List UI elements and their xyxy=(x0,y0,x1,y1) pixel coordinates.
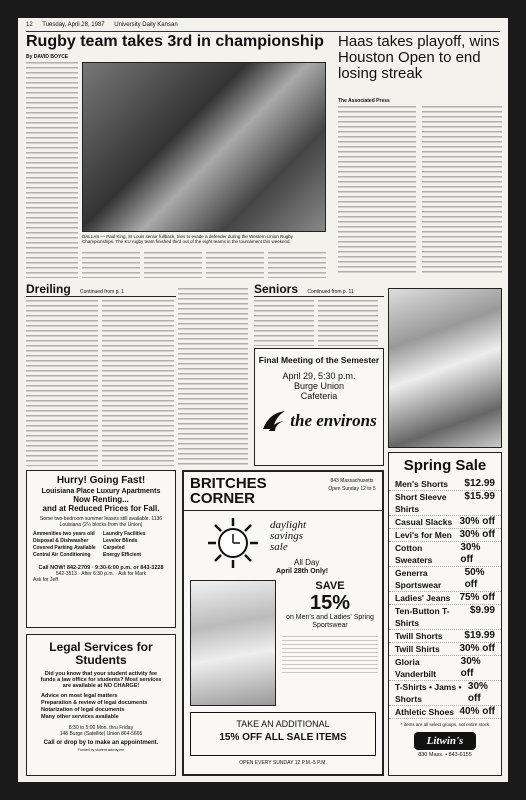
britches-model-photo xyxy=(190,580,276,706)
feature-item: Central Air Conditioning xyxy=(33,552,91,558)
sale-item-name: Casual Slacks xyxy=(395,517,453,527)
folio-paper: University Daily Kansan xyxy=(114,22,178,28)
haas-photo xyxy=(388,288,502,448)
sale-item xyxy=(389,592,501,605)
seniors-text-col-2 xyxy=(318,300,378,346)
rugby-text-col-3 xyxy=(144,252,202,278)
dreiling-title: Dreiling xyxy=(26,282,71,296)
legal-service-item: Notarization of legal documents xyxy=(41,707,125,713)
spring-sale-title: Spring Sale xyxy=(403,457,487,474)
legal-service-item: Many other services available xyxy=(41,714,119,720)
britches-dst2: savings xyxy=(270,530,303,542)
legal-lead: Did you know that your student activity fee funds a law office for students? Most services are available at NO CHARGE! xyxy=(40,671,162,689)
sale-item-price: 30% off xyxy=(460,542,481,565)
britches-fineprint xyxy=(282,636,378,676)
sale-item xyxy=(389,529,501,542)
louisiana-features xyxy=(27,531,175,559)
britches-save: SAVE xyxy=(315,580,345,592)
rugby-byline: By DAVID BOYCE xyxy=(26,54,69,60)
folio-date: Tuesday, April 28, 1987 xyxy=(42,22,105,28)
sale-item-price: 30% off xyxy=(459,516,495,527)
sale-item xyxy=(389,516,501,529)
louisiana-call2: 542-3513 · After 6:30 p.m. · Ask for Mark xyxy=(55,571,147,577)
sale-item xyxy=(389,605,501,630)
sale-item xyxy=(389,656,501,681)
sale-item xyxy=(389,542,501,567)
britches-address: 843 Massachusetts xyxy=(330,478,374,484)
louisiana-place-ad xyxy=(26,470,176,628)
sale-item-price: 40% off xyxy=(459,706,495,717)
legal-head: Legal Services for Students xyxy=(49,640,153,667)
legal-funded: Funded by student activity fee xyxy=(77,748,125,752)
haas-text-col-2 xyxy=(422,106,502,276)
folio-page: 12 xyxy=(26,22,33,28)
sale-item-name: Cotton Sweaters xyxy=(395,543,433,565)
sun-clock-icon xyxy=(206,516,260,570)
rugby-caption: DALLAS — Paul King, St Louis senior fullback, tries to evade a defender during the Western Union Rugby Championships. The KU rugby team finished third out of the eight teams in the tournament this weekend. xyxy=(82,234,294,244)
sale-item-name: Twill Shorts xyxy=(395,631,443,641)
rugby-text-col-5 xyxy=(268,252,326,278)
rugby-text-col-4 xyxy=(206,252,264,278)
sale-item-price: $15.99 xyxy=(464,491,495,502)
sale-item-price: 75% off xyxy=(459,592,495,603)
dreiling-head xyxy=(26,282,176,297)
feature-item: Ammenities two years old xyxy=(33,531,95,537)
sale-item-name: Men's Shorts xyxy=(395,479,449,489)
litwins-logo: Litwin's xyxy=(414,732,476,750)
feature-item: Disposal & Dishwasher xyxy=(33,538,89,544)
sale-item-price: $12.99 xyxy=(464,478,495,489)
louisiana-head2: Louisiana Place Luxury Apartments xyxy=(41,488,161,495)
sale-item xyxy=(389,491,501,516)
rugby-text-col-1b xyxy=(26,252,78,278)
sale-item-name: Levi's for Men xyxy=(395,530,452,540)
legal-services-ad xyxy=(26,634,176,776)
louisiana-call3: Ask for Jeff xyxy=(33,577,58,583)
folio xyxy=(26,22,500,32)
environs-line1: Final Meeting of the Semester xyxy=(258,355,380,365)
louisiana-head1: Hurry! Going Fast! xyxy=(56,475,146,486)
legal-hours: 8:30 to 5:00 Mon. thru Friday xyxy=(68,725,134,731)
britches-corner-ad xyxy=(182,470,384,776)
louisiana-call: Call NOW! 842-2709 · 9:30-6:00 p.m. or 843-3228 xyxy=(38,565,164,571)
feature-item: Carpeted xyxy=(103,545,125,551)
sale-item-price: 50% off xyxy=(464,567,485,590)
dreiling-text-col-3 xyxy=(178,288,248,466)
sale-item-name: Generra Sportswear xyxy=(395,568,442,590)
haas-text-col-1 xyxy=(338,106,416,276)
sale-item-price: 30% off xyxy=(459,529,495,540)
sale-item-price: 30% off xyxy=(460,656,481,679)
britches-dst1: daylight xyxy=(270,519,307,531)
feature-item: Levelor Blinds xyxy=(103,538,138,544)
legal-cta: Call or drop by to make an appointment. xyxy=(43,740,159,746)
seniors-text-col-1 xyxy=(254,300,314,346)
legal-place: 148 Burge (Satellite) Union 864-5665 xyxy=(59,731,143,737)
feature-item: Covered Parking Available xyxy=(33,545,96,551)
britches-allday: All Day xyxy=(294,558,320,567)
seniors-head xyxy=(254,282,384,297)
sale-item-price: $19.99 xyxy=(464,630,495,641)
sale-item-price: 30% off xyxy=(467,681,488,704)
britches-date: April 28th Only! xyxy=(276,568,329,575)
haas-source: The Associated Press xyxy=(338,98,390,104)
sale-item xyxy=(389,567,501,592)
seniors-title: Seniors xyxy=(254,282,299,296)
legal-service-item: Preparation & review of legal documents xyxy=(41,700,148,706)
louisiana-head4: and at Reduced Prices for Fall. xyxy=(42,504,160,513)
sale-item xyxy=(389,706,501,719)
sale-list xyxy=(389,478,501,719)
newspaper-page xyxy=(18,18,508,782)
environs-line3: Burge Union xyxy=(293,381,345,391)
britches-pct: 15% xyxy=(309,592,351,614)
litwins-address: 830 Mass. • 843-6155 xyxy=(418,752,472,758)
sale-item xyxy=(389,478,501,491)
sale-item-price: $9.99 xyxy=(469,605,495,616)
britches-take: TAKE AN ADDITIONAL xyxy=(236,719,330,729)
haas-headline: Haas takes playoff, wins Houston Open to end losing streak xyxy=(338,33,500,82)
feature-item: Laundry Facilities xyxy=(103,531,146,537)
rugby-photo xyxy=(82,62,326,232)
britches-open: OPEN EVERY SUNDAY 12 P.M.-5 P.M. xyxy=(239,760,327,766)
rugby-text-col-1 xyxy=(26,62,78,252)
dreiling-text-col-1 xyxy=(26,300,98,466)
rugby-text-col-2 xyxy=(82,252,140,278)
britches-dst3: sale xyxy=(270,541,288,553)
britches-off: 15% OFF ALL SALE ITEMS xyxy=(219,732,347,743)
spring-sale-ad xyxy=(388,452,502,776)
sale-item-name: Gloria Vanderbilt xyxy=(395,657,437,679)
britches-hours: Open Sunday 12 to 5 xyxy=(328,486,376,492)
seniors-jump: Continued from p. 11 xyxy=(307,289,354,295)
dreiling-text-col-2 xyxy=(102,300,174,466)
environs-logo: the environs xyxy=(290,411,377,430)
rugby-headline: Rugby team takes 3rd in championship xyxy=(26,33,324,50)
feature-item: Energy Efficient xyxy=(103,552,142,558)
dreiling-jump: Continued from p. 1 xyxy=(80,289,124,295)
sale-item xyxy=(389,681,501,706)
britches-on: on Men's and Ladies' Spring Sportswear xyxy=(286,614,374,629)
louisiana-sub: Some two-bedroom summer leases still available. 1136 Louisiana (2½ blocks from the Union) xyxy=(39,516,163,528)
sale-item xyxy=(389,643,501,656)
britches-name2: CORNER xyxy=(190,490,256,507)
britches-name1: BRITCHES xyxy=(190,475,267,492)
environs-line2: April 29, 5:30 p.m. xyxy=(282,371,356,381)
sale-item-name: Ladies' Jeans xyxy=(395,593,451,603)
sale-item-name: Twill Shirts xyxy=(395,644,440,654)
environs-line4: Cafeteria xyxy=(300,391,338,401)
louisiana-head3: Now Renting... xyxy=(73,495,129,504)
sale-note: * items are all select groups, not entire stock xyxy=(400,722,490,727)
legal-items xyxy=(27,693,175,721)
sale-item-name: T-Shirts • Jams • Shorts xyxy=(395,682,462,704)
sale-item-name: Athletic Shoes xyxy=(395,707,455,717)
sale-item-name: Ten-Button T-Shirts xyxy=(395,606,450,628)
environs-ad xyxy=(254,348,384,466)
bird-logo-icon xyxy=(261,409,287,433)
sale-item-name: Short Sleeve Shirts xyxy=(395,492,447,514)
sale-item-price: 30% off xyxy=(459,643,495,654)
legal-service-item: Advice on most legal matters xyxy=(41,693,118,699)
sale-item xyxy=(389,630,501,643)
